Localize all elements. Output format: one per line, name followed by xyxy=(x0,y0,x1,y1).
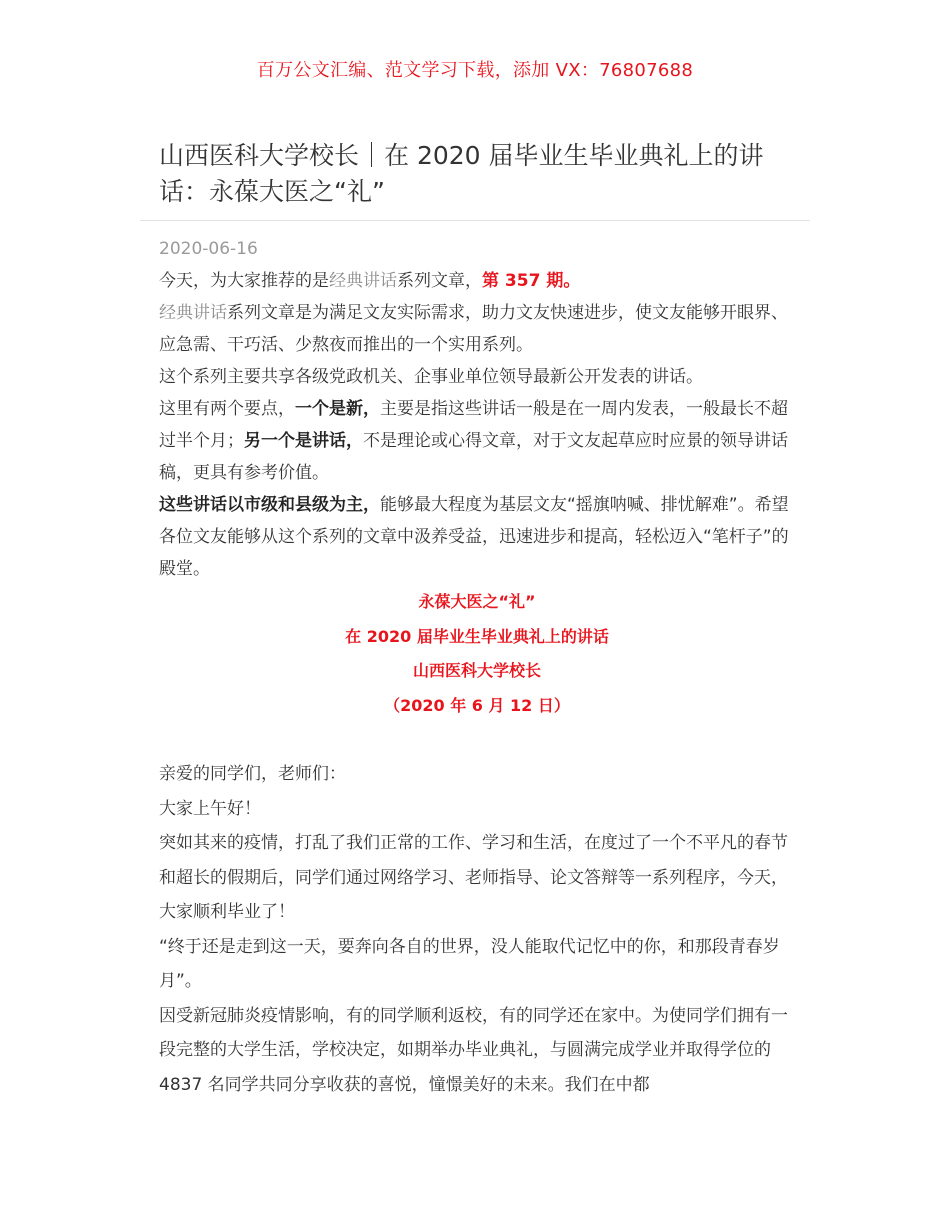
speech-speaker: 山西医科大学校长 xyxy=(412,661,541,680)
speech-greeting: 大家上午好！ xyxy=(159,798,261,819)
speech-paragraph-3: 因受新冠肺炎疫情影响，有的同学顺利返校，有的同学还在家中。为使同学们拥有一段完整的大学生活，学校决定，如期举办毕业典礼，与圆满完成学业并取得学位的 4837 名同学共同分享收获的喜悦，憧憬美好的未来。我们在中都 xyxy=(159,1005,788,1095)
intro-paragraph-3: 这个系列主要共享各级党政机关、企事业单位领导最新公开发表的讲话。 xyxy=(159,367,703,387)
intro-paragraph-2 xyxy=(159,297,795,361)
issue-number: 第 357 期。 xyxy=(482,271,581,291)
speech-date: （2020 年 6 月 12 日） xyxy=(384,695,570,715)
intro-text: 这里有两个要点， xyxy=(159,399,295,419)
series-name: 经典讲话 xyxy=(329,271,397,291)
speech-header xyxy=(159,585,795,723)
speech-salutation: 亲爱的同学们，老师们： xyxy=(159,764,346,784)
key-point-level: 这些讲话以市级和县级为主， xyxy=(159,495,380,515)
intro-text: 今天，为大家推荐的是 xyxy=(159,271,329,291)
intro-text: 系列文章， xyxy=(397,271,482,291)
intro-text: 能够最大程度为基层文友“摇旗呐喊、排忧解难”。希望各位文友能够从这个系列的文章中汲养受益，迅速进步和提高，轻松迈入“笔杆子”的殿堂。 xyxy=(159,495,789,579)
key-point-speech: 另一个是讲话， xyxy=(244,431,363,451)
speech-occasion: 在 2020 届毕业生毕业典礼上的讲话 xyxy=(345,626,609,646)
speech-title: 永葆大医之“礼” xyxy=(418,592,536,611)
article-content xyxy=(159,265,795,1102)
intro-paragraph-1 xyxy=(159,265,795,297)
speech-paragraph-2: “终于还是走到这一天，要奔向各自的世界，没人能取代记忆中的你，和那段青春岁月”。 xyxy=(159,936,780,991)
intro-text: 主要是指这些讲话一般是在一周内发表，一般最长不超过半个月； xyxy=(159,399,788,451)
speech-body xyxy=(159,757,795,1102)
article-title: 山西医科大学校长｜在 2020 届毕业生毕业典礼上的讲话：永葆大医之“礼” xyxy=(159,141,764,206)
intro-text: 不是理论或心得文章，对于文友起草应时应景的领导讲话稿，更具有参考价值。 xyxy=(159,431,788,483)
key-point-new: 一个是新， xyxy=(295,399,380,419)
speech-paragraph-1: 突如其来的疫情，打乱了我们正常的工作、学习和生活，在度过了一个不平凡的春节和超长的假期后，同学们通过网络学习、老师指导、论文答辩等一系列程序，今天，大家顺利毕业了！ xyxy=(159,833,788,922)
intro-text: 系列文章是为满足文友实际需求，助力文友快速进步，使文友能够开眼界、应急需、干巧活、少熬夜而推出的一个实用系列。 xyxy=(159,303,788,355)
promo-banner: 百万公文汇编、范文学习下载，添加 VX：76807688 xyxy=(256,60,694,81)
publish-date: 2020-06-16 xyxy=(159,239,258,259)
spacer xyxy=(159,723,795,757)
title-divider xyxy=(140,220,810,221)
series-name: 经典讲话 xyxy=(159,303,227,323)
intro-paragraph-4 xyxy=(159,393,795,489)
intro-paragraph-5 xyxy=(159,489,795,585)
